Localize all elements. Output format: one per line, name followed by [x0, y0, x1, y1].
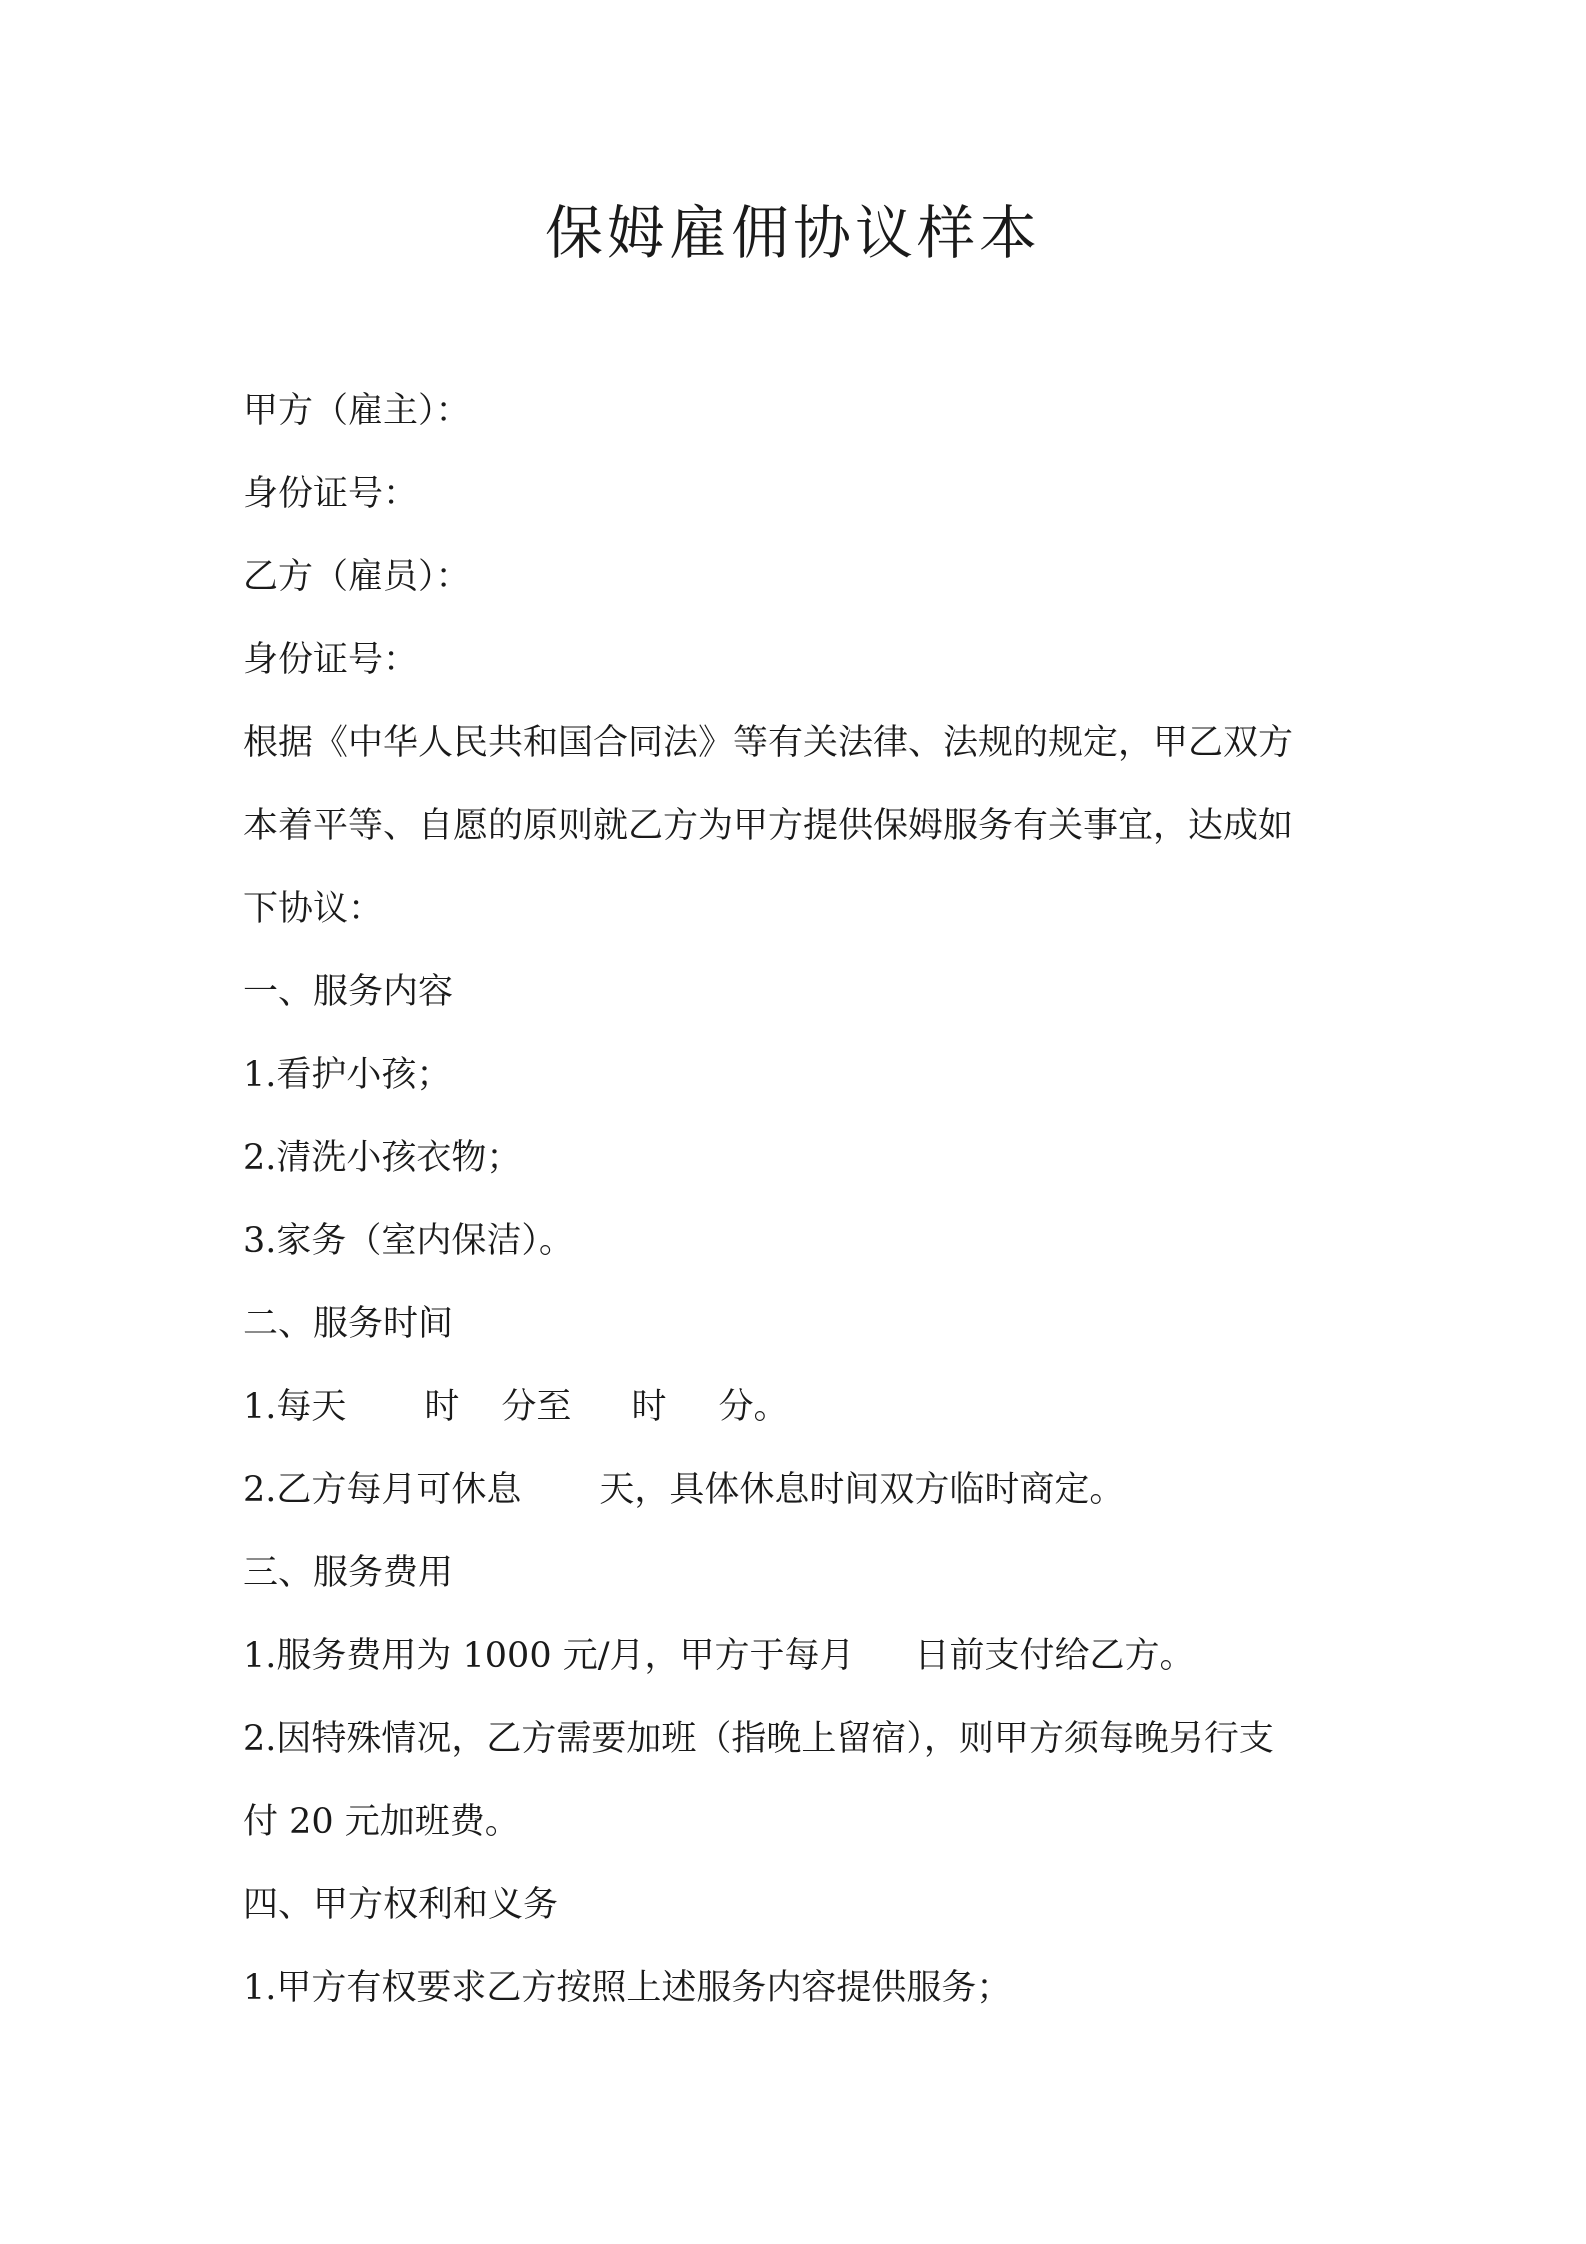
- fee-text: 1.服务费用为 1000 元/月，甲方于每月: [243, 1636, 855, 1676]
- rest-days-tail: 天，具体休息时间双方临时商定。: [599, 1470, 1125, 1510]
- section-heading-party-a-rights: 四、甲方权利和义务: [243, 1885, 559, 1925]
- section-heading-service-content: 一、服务内容: [243, 972, 454, 1012]
- party-a-id-line: 身份证号：: [243, 474, 419, 514]
- hour-unit: 时: [424, 1387, 460, 1427]
- list-item-overtime-cont: 付 20 元加班费。: [243, 1802, 520, 1842]
- list-item-overtime: 2.因特殊情况，乙方需要加班（指晚上留宿），则甲方须每晚另行支: [243, 1719, 1274, 1759]
- list-item: 1.甲方有权要求乙方按照上述服务内容提供服务；: [243, 1968, 1012, 2008]
- party-a-line: 甲方（雇主）：: [243, 391, 471, 431]
- minute-unit: 分。: [718, 1387, 789, 1427]
- section-heading-service-time: 二、服务时间: [243, 1304, 454, 1344]
- fee-tail: 日前支付给乙方。: [914, 1636, 1195, 1676]
- party-b-id-line: 身份证号：: [243, 640, 419, 680]
- list-item-fee: [243, 1615, 1353, 1698]
- hour-unit: 时: [631, 1387, 667, 1427]
- preamble-line: 下协议：: [243, 889, 384, 929]
- document-title: 保姆雇佣协议样本: [544, 199, 1041, 267]
- list-item-daily-hours: [243, 1366, 1353, 1449]
- document-body: [243, 370, 1353, 2030]
- daily-hours-text: 1.每天: [243, 1387, 347, 1427]
- preamble-line: 根据《中华人民共和国合同法》等有关法律、法规的规定，甲乙双方: [243, 723, 1294, 763]
- party-b-line: 乙方（雇员）：: [243, 557, 471, 597]
- minute-to-text: 分至: [501, 1387, 572, 1427]
- list-item: 3.家务（室内保洁）。: [243, 1221, 574, 1261]
- list-item: 1.看护小孩；: [243, 1055, 452, 1095]
- section-heading-service-fee: 三、服务费用: [243, 1553, 454, 1593]
- list-item: 2.清洗小孩衣物；: [243, 1138, 522, 1178]
- preamble-line: 本着平等、自愿的原则就乙方为甲方提供保姆服务有关事宜，达成如: [243, 806, 1294, 846]
- rest-days-text: 2.乙方每月可休息: [243, 1470, 522, 1510]
- list-item-rest-days: [243, 1449, 1353, 1532]
